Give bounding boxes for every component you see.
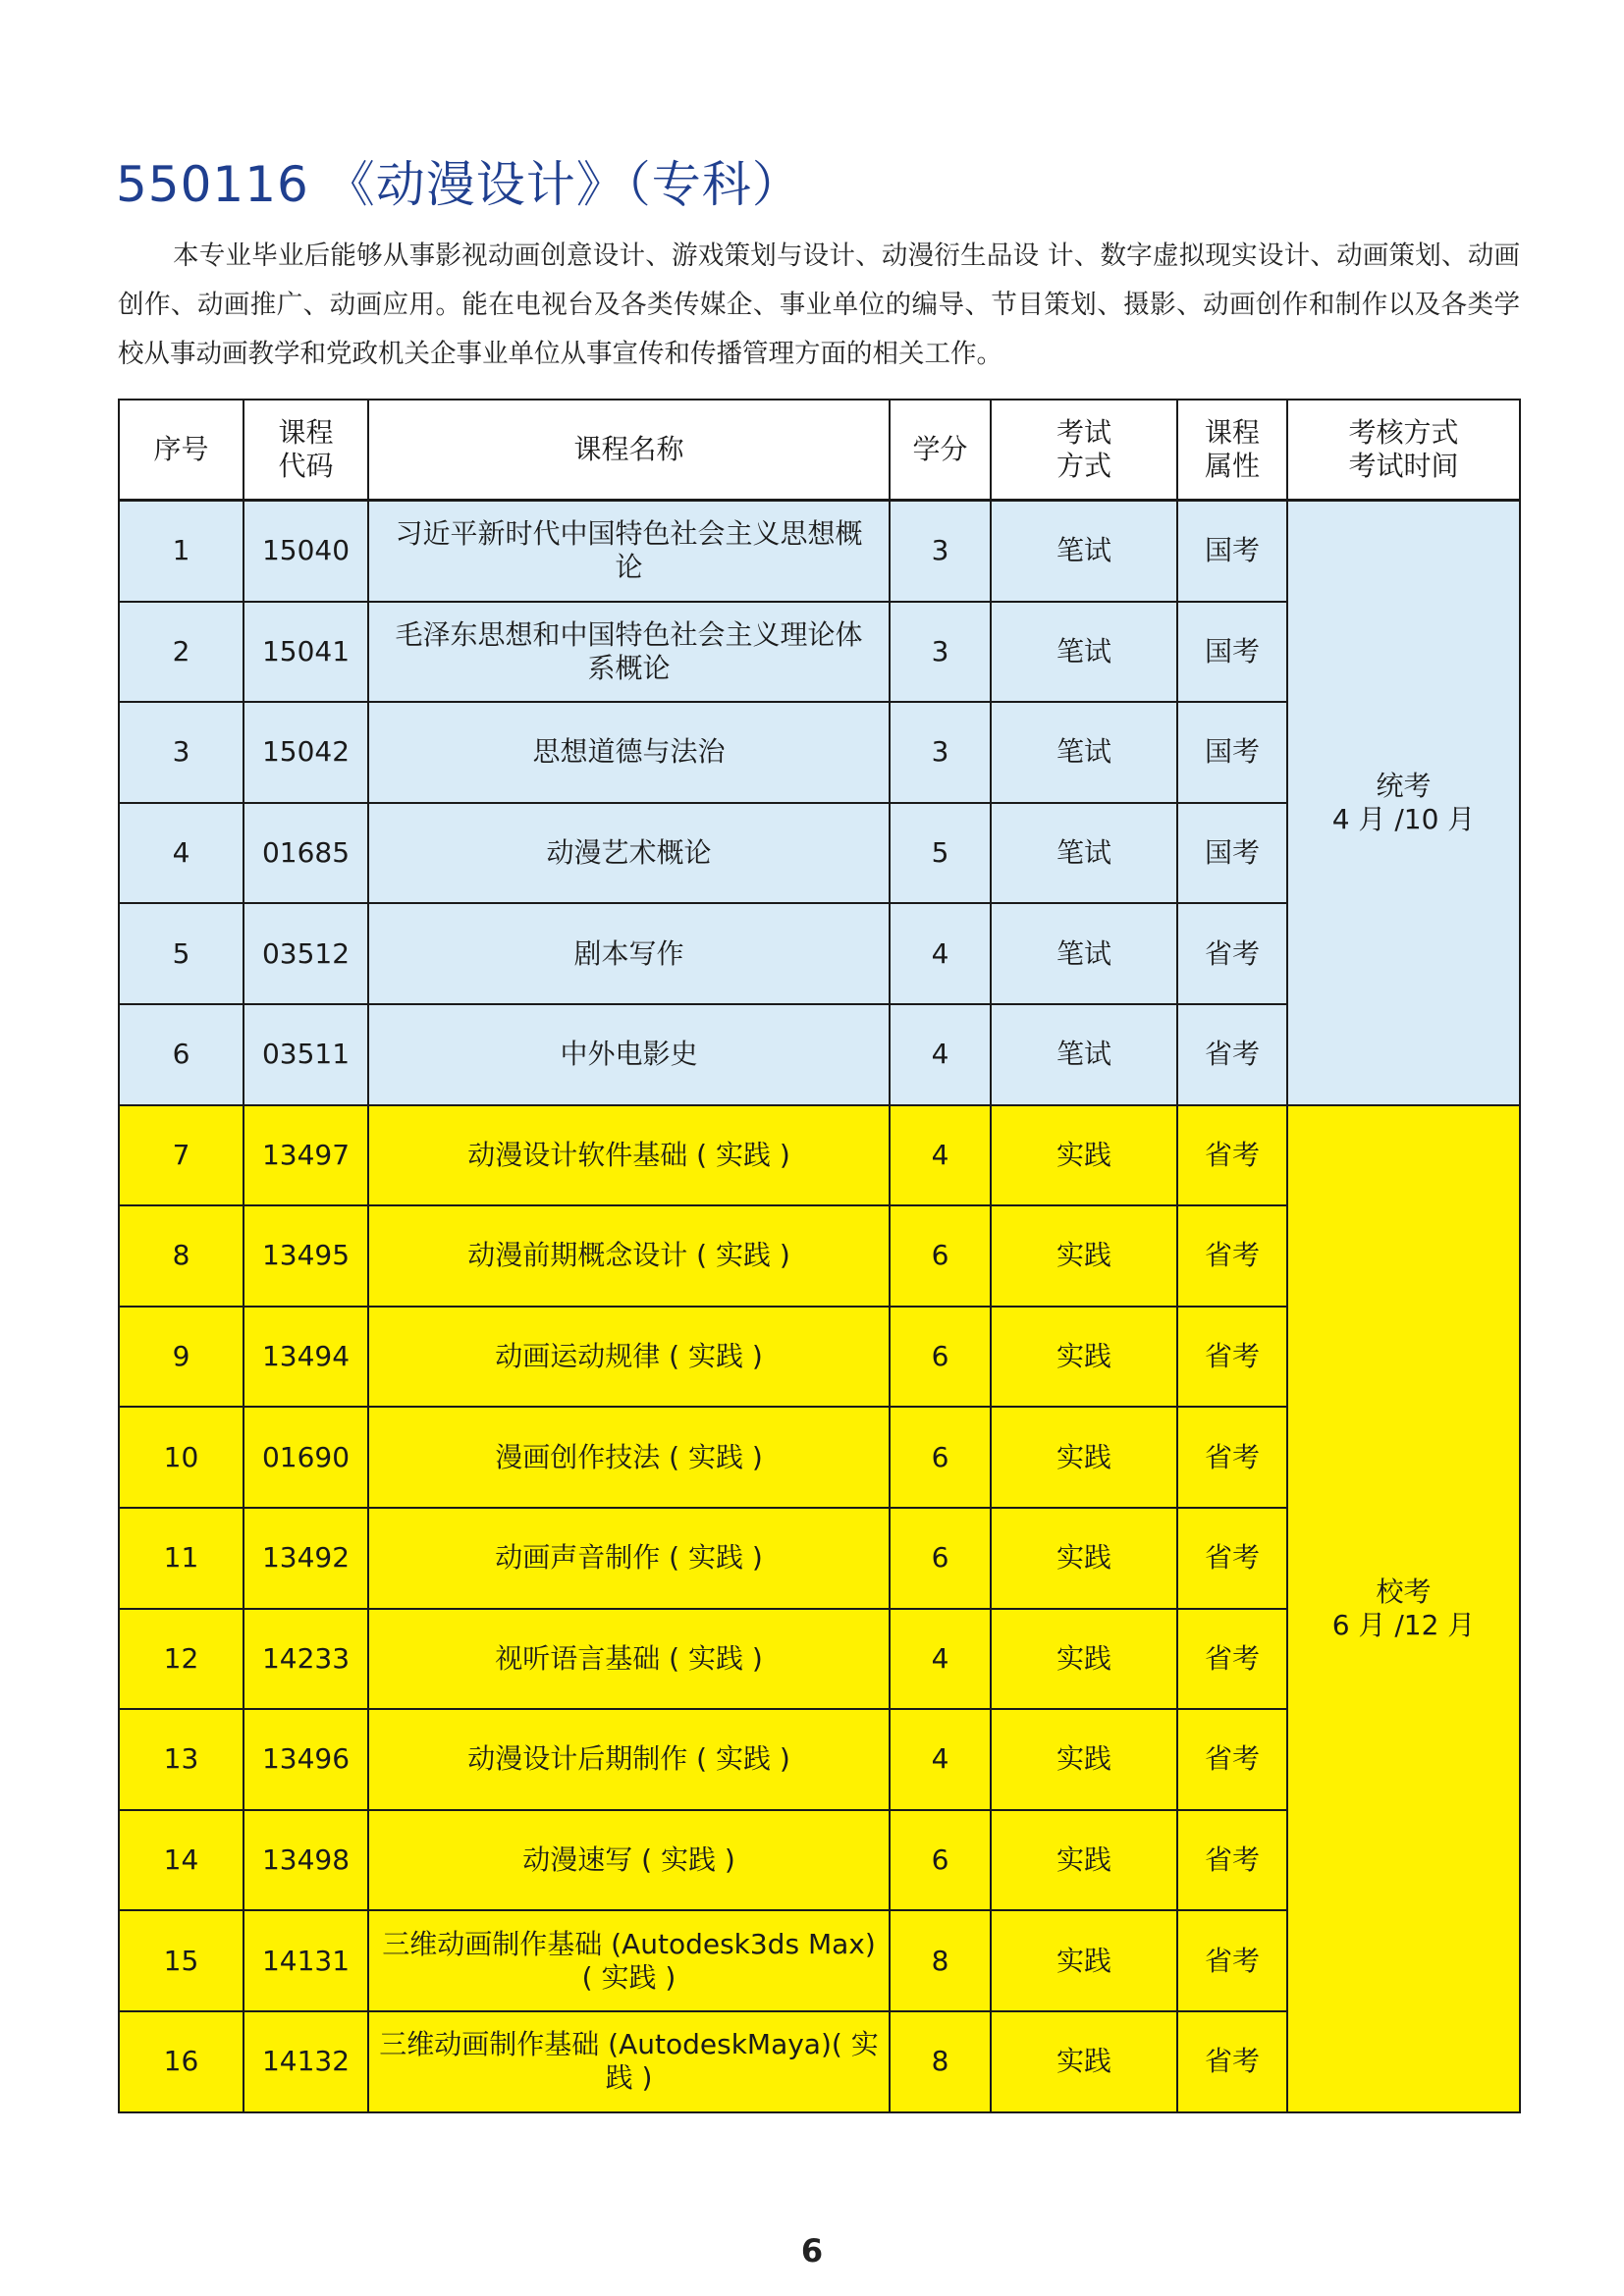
row-code-cell: 15042 xyxy=(244,702,368,803)
row-exam-type-cell: 实践 xyxy=(991,1105,1177,1206)
row-attribute-cell: 省考 xyxy=(1177,1609,1287,1710)
row-index-cell: 5 xyxy=(119,903,244,1004)
row-index-cell: 7 xyxy=(119,1105,244,1206)
row-attribute-cell: 国考 xyxy=(1177,602,1287,703)
course-name-line: 动漫前期概念设计 ( 实践 ) xyxy=(467,1239,790,1272)
assessment-time: 6 月 /12 月 xyxy=(1331,1608,1476,1641)
row-index-cell: 9 xyxy=(119,1307,244,1408)
table-header-row xyxy=(119,400,1520,501)
course-table-body xyxy=(119,501,1520,2112)
row-credit-cell: 6 xyxy=(890,1205,991,1307)
row-attribute-cell: 省考 xyxy=(1177,1307,1287,1408)
row-attribute-cell: 省考 xyxy=(1177,1910,1287,2011)
row-index-cell: 2 xyxy=(119,602,244,703)
row-code-cell: 01690 xyxy=(244,1407,368,1508)
row-credit-cell: 6 xyxy=(890,1407,991,1508)
row-index-cell: 3 xyxy=(119,702,244,803)
row-exam-type-cell: 实践 xyxy=(991,1609,1177,1710)
row-code-cell: 13498 xyxy=(244,1810,368,1911)
row-exam-type-cell: 笔试 xyxy=(991,602,1177,703)
row-credit-cell: 4 xyxy=(890,1709,991,1810)
table-row xyxy=(119,1105,1520,1206)
row-name-cell xyxy=(368,1709,890,1810)
assessment-label: 校考 xyxy=(1376,1575,1432,1608)
row-code-cell: 13496 xyxy=(244,1709,368,1810)
row-credit-cell: 4 xyxy=(890,1004,991,1105)
row-attribute-cell: 省考 xyxy=(1177,1508,1287,1609)
row-credit-cell: 6 xyxy=(890,1508,991,1609)
row-index-cell: 1 xyxy=(119,501,244,602)
row-code-cell: 01685 xyxy=(244,803,368,904)
course-table xyxy=(118,399,1521,2113)
row-code-cell: 13495 xyxy=(244,1205,368,1307)
row-attribute-cell: 国考 xyxy=(1177,803,1287,904)
header-attribute-line: 属性 xyxy=(1204,450,1260,482)
page-title: 550116 《动漫设计》（专科） xyxy=(116,156,802,213)
row-credit-cell: 4 xyxy=(890,1609,991,1710)
row-name-cell xyxy=(368,1910,890,2011)
row-credit-cell: 8 xyxy=(890,2011,991,2112)
row-exam-type-cell: 实践 xyxy=(991,1709,1177,1810)
row-index-cell: 16 xyxy=(119,2011,244,2112)
assessment-time: 4 月 /10 月 xyxy=(1331,802,1476,835)
row-name-cell xyxy=(368,2011,890,2112)
row-credit-cell: 3 xyxy=(890,501,991,602)
row-exam-type-cell: 实践 xyxy=(991,1307,1177,1408)
row-name-cell xyxy=(368,1508,890,1609)
row-code-cell: 13492 xyxy=(244,1508,368,1609)
row-code-cell: 13494 xyxy=(244,1307,368,1408)
header-attribute xyxy=(1177,400,1287,501)
row-name-cell xyxy=(368,903,890,1004)
row-exam-type-cell: 笔试 xyxy=(991,803,1177,904)
course-name-line: 三维动画制作基础 (AutodeskMaya)( 实 xyxy=(379,2028,879,2061)
row-exam-type-cell: 实践 xyxy=(991,1407,1177,1508)
row-credit-cell: 3 xyxy=(890,702,991,803)
course-name-line: 剧本写作 xyxy=(573,936,684,970)
row-attribute-cell: 省考 xyxy=(1177,1810,1287,1911)
row-exam-type-cell: 实践 xyxy=(991,1205,1177,1307)
row-attribute-cell: 国考 xyxy=(1177,501,1287,602)
row-attribute-cell: 省考 xyxy=(1177,2011,1287,2112)
course-name-line: 践 ) xyxy=(605,2061,653,2095)
header-assessment-line: 考核方式 xyxy=(1348,416,1459,449)
row-index-cell: 15 xyxy=(119,1910,244,2011)
course-name-line: 中外电影史 xyxy=(560,1038,698,1071)
row-code-cell: 15041 xyxy=(244,602,368,703)
course-name-line: 动漫艺术概论 xyxy=(546,836,712,870)
row-exam-type-cell: 笔试 xyxy=(991,702,1177,803)
course-name-line: ( 实践 ) xyxy=(581,1960,677,1994)
course-name-line: 动画声音制作 ( 实践 ) xyxy=(495,1541,763,1575)
row-credit-cell: 6 xyxy=(890,1810,991,1911)
course-name-line: 动画运动规律 ( 实践 ) xyxy=(495,1340,763,1373)
row-index-cell: 6 xyxy=(119,1004,244,1105)
row-name-cell xyxy=(368,501,890,602)
row-name-cell xyxy=(368,602,890,703)
row-index-cell: 14 xyxy=(119,1810,244,1911)
header-credit: 学分 xyxy=(890,400,991,501)
header-assessment xyxy=(1287,400,1520,501)
course-name-line: 习近平新时代中国特色社会主义思想概 xyxy=(395,517,863,551)
row-index-cell: 11 xyxy=(119,1508,244,1609)
row-exam-type-cell: 实践 xyxy=(991,1910,1177,2011)
course-name-line: 论 xyxy=(615,551,643,584)
row-code-cell: 03512 xyxy=(244,903,368,1004)
row-exam-type-cell: 笔试 xyxy=(991,903,1177,1004)
row-name-cell xyxy=(368,1810,890,1911)
header-code-line: 代码 xyxy=(278,450,334,482)
row-attribute-cell: 省考 xyxy=(1177,1407,1287,1508)
row-credit-cell: 3 xyxy=(890,602,991,703)
row-name-cell xyxy=(368,1004,890,1105)
row-exam-type-cell: 实践 xyxy=(991,2011,1177,2112)
row-credit-cell: 8 xyxy=(890,1910,991,2011)
row-exam-type-cell: 笔试 xyxy=(991,1004,1177,1105)
header-name: 课程名称 xyxy=(368,400,890,501)
course-name-line: 三维动画制作基础 (Autodesk3ds Max) xyxy=(382,1927,876,1960)
row-name-cell xyxy=(368,1609,890,1710)
row-exam-type-cell: 实践 xyxy=(991,1810,1177,1911)
row-code-cell: 14132 xyxy=(244,2011,368,2112)
header-exam-type-line: 方式 xyxy=(1056,450,1111,482)
course-name-line: 系概论 xyxy=(587,651,671,684)
row-attribute-cell: 省考 xyxy=(1177,1709,1287,1810)
row-code-cell: 14233 xyxy=(244,1609,368,1710)
row-exam-type-cell: 实践 xyxy=(991,1508,1177,1609)
course-name-line: 思想道德与法治 xyxy=(532,735,726,769)
row-index-cell: 12 xyxy=(119,1609,244,1710)
assessment-group-cell xyxy=(1287,501,1520,1105)
row-index-cell: 4 xyxy=(119,803,244,904)
header-exam-type-line: 考试 xyxy=(1056,416,1111,449)
course-name-line: 漫画创作技法 ( 实践 ) xyxy=(495,1440,763,1473)
row-attribute-cell: 省考 xyxy=(1177,1205,1287,1307)
course-name-line: 毛泽东思想和中国特色社会主义理论体 xyxy=(395,617,863,651)
row-code-cell: 14131 xyxy=(244,1910,368,2011)
row-attribute-cell: 省考 xyxy=(1177,1105,1287,1206)
table-row xyxy=(119,501,1520,602)
row-credit-cell: 4 xyxy=(890,1105,991,1206)
header-attribute-line: 课程 xyxy=(1204,416,1260,449)
row-name-cell xyxy=(368,803,890,904)
assessment-label: 统考 xyxy=(1376,769,1432,802)
course-name-line: 动漫设计后期制作 ( 实践 ) xyxy=(467,1742,790,1776)
row-credit-cell: 6 xyxy=(890,1307,991,1408)
assessment-group-cell xyxy=(1287,1105,1520,2112)
course-name-line: 动漫速写 ( 实践 ) xyxy=(522,1843,735,1877)
row-attribute-cell: 国考 xyxy=(1177,702,1287,803)
row-name-cell xyxy=(368,1307,890,1408)
header-code xyxy=(244,400,368,501)
row-attribute-cell: 省考 xyxy=(1177,903,1287,1004)
row-code-cell: 03511 xyxy=(244,1004,368,1105)
row-index-cell: 10 xyxy=(119,1407,244,1508)
header-exam-type xyxy=(991,400,1177,501)
row-code-cell: 13497 xyxy=(244,1105,368,1206)
row-credit-cell: 5 xyxy=(890,803,991,904)
row-code-cell: 15040 xyxy=(244,501,368,602)
header-code-line: 课程 xyxy=(278,416,334,449)
row-attribute-cell: 省考 xyxy=(1177,1004,1287,1105)
row-index-cell: 8 xyxy=(119,1205,244,1307)
header-assessment-line: 考试时间 xyxy=(1348,450,1459,482)
row-name-cell xyxy=(368,1205,890,1307)
row-name-cell xyxy=(368,702,890,803)
row-name-cell xyxy=(368,1105,890,1206)
course-name-line: 动漫设计软件基础 ( 实践 ) xyxy=(467,1138,790,1171)
row-index-cell: 13 xyxy=(119,1709,244,1810)
course-name-line: 视听语言基础 ( 实践 ) xyxy=(495,1641,763,1675)
row-credit-cell: 4 xyxy=(890,903,991,1004)
intro-paragraph: 本专业毕业后能够从事影视动画创意设计、游戏策划与设计、动漫衍生品设 计、数字虚拟现实设计、动画策划、动画创作、动画推广、动画应用。能在电视台及各类传媒企、事业单位的编导、节目策划、摄影、动画创作和制作以及各类学校从事动画教学和党政机关企事业单位从事宣传和传播管理方面的相关工作。 xyxy=(118,240,1520,369)
header-index: 序号 xyxy=(119,400,244,501)
row-exam-type-cell: 笔试 xyxy=(991,501,1177,602)
page-number: 6 xyxy=(800,2232,824,2269)
row-name-cell xyxy=(368,1407,890,1508)
